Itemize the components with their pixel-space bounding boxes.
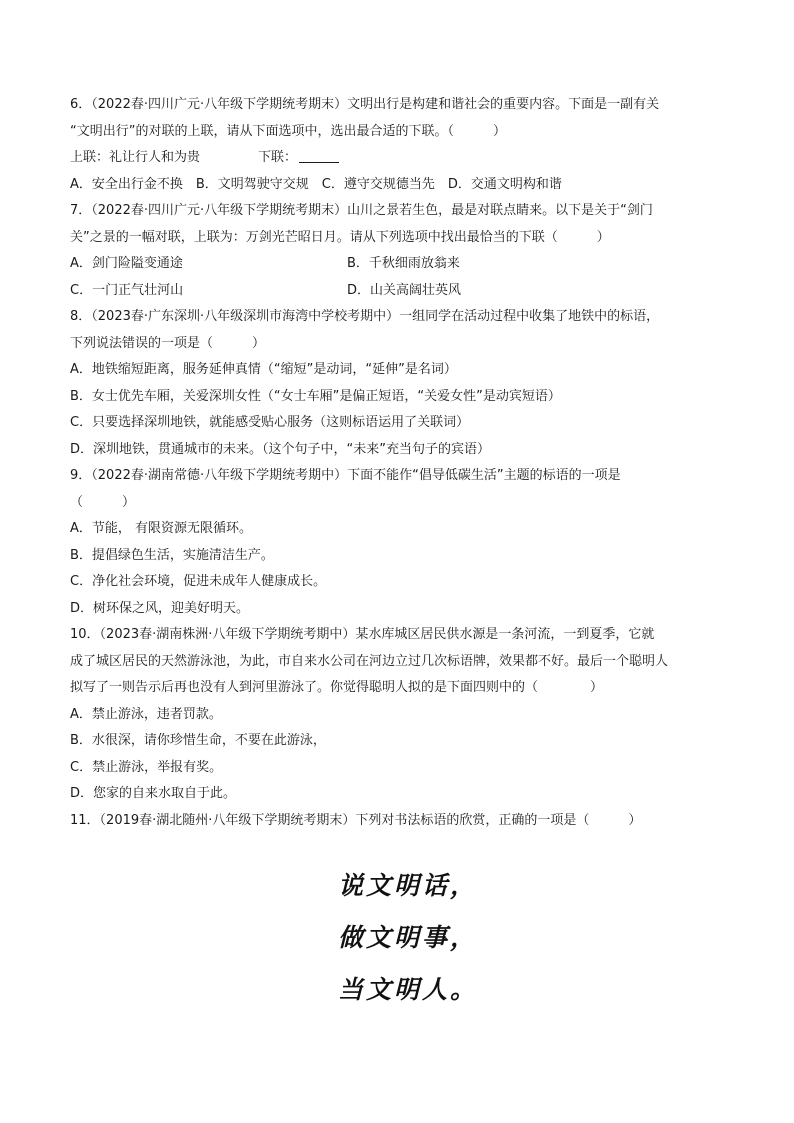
- question-10-line-3: 拟写了一则告示后再也没有人到河里游泳了。你觉得聪明人拟的是下面四则中的（ ）: [70, 680, 604, 695]
- question-7-options-row-1: [70, 251, 730, 278]
- question-6-couplet: [70, 145, 730, 172]
- question-9-line-2: （ ）: [70, 494, 136, 510]
- couplet-upper: 上联：礼让行人和为贵: [70, 150, 201, 165]
- question-6-line-2: “文明出行”的对联的上联，请从下面选项中，选出最合适的下联。（ ）: [70, 123, 506, 139]
- couplet-lower: 下联：: [258, 150, 298, 165]
- option-a: A．节能， 有限资源无限循环。: [70, 521, 253, 536]
- option-a: A．地铁缩短距离，服务延伸真情（“缩短”是动词，“延伸”是名词）: [70, 362, 457, 377]
- question-11-line-1: 11．（2019春·湖北随州·八年级下学期统考期末）下列对书法标语的欣赏，正确的一项是（ ）: [70, 812, 642, 828]
- option-b: B．千秋细雨放翁来: [347, 256, 460, 271]
- calligraphy-line: 做文明事，: [337, 923, 478, 952]
- calligraphy-line: 当文明人。: [337, 975, 478, 1004]
- option-d: D．您家的自来水取自于此。: [70, 786, 237, 801]
- question-7-line-2: 关”之景的一幅对联，上联为：万剑光芒昭日月。请从下列选项中找出最恰当的下联（ ）: [70, 229, 610, 245]
- question-10-line-1: 10．（2023春·湖南株洲·八年级下学期统考期中）某水库城区居民供水源是一条河流，一到夏季，它就: [70, 627, 655, 642]
- question-6-options: A．安全出行金不换 B．文明驾驶守交规 C．遵守交规德当先 D．交通文明构和谐: [70, 176, 562, 192]
- option-b: B．提倡绿色生活，实施清洁生产。: [70, 547, 274, 563]
- question-8-line-2: 下列说法错误的一项是（ ）: [70, 335, 266, 351]
- option-c: C．只要选择深圳地铁，就能感受贴心服务（这则标语运用了关联词）: [70, 415, 470, 430]
- option-b: B．水很深，请你珍惜生命，不要在此游泳，: [70, 733, 326, 748]
- question-8-line-1: 8．（2023春·广东深圳·八年级深圳市海湾中学校考期中）一组同学在活动过程中收集了地铁中的标语，: [70, 309, 660, 324]
- option-c: C．一门正气壮河山: [70, 282, 184, 298]
- question-7-options-row-2: [70, 278, 730, 305]
- calligraphy-slogan: [0, 860, 794, 1016]
- answer-blank: [299, 148, 339, 163]
- question-10-line-2: 成了城区居民的天然游泳池，为此，市自来水公司在河边立过几次标语牌，效果都不好。最后一个聪明人: [70, 653, 669, 669]
- option-c: C．净化社会环境，促进未成年人健康成长。: [70, 574, 327, 589]
- question-9-line-1: 9．（2022春·湖南常德·八年级下学期统考期中）下面不能作“倡导低碳生活”主题的标语的一项是: [70, 468, 621, 483]
- question-6-line-1: 6．（2022春·四川广元·八年级下学期统考期末）文明出行是构建和谐社会的重要内容。下面是一副有关: [70, 97, 660, 112]
- question-list: [70, 92, 730, 834]
- option-d: D．山关高阔壮英风: [347, 282, 462, 298]
- option-d: D．深圳地铁，贯通城市的未来。（这个句子中，“未来”充当句子的宾语）: [70, 441, 490, 457]
- calligraphy-line: 说文明话，: [337, 871, 478, 900]
- option-d: D．树环保之风，迎美好明天。: [70, 600, 250, 616]
- option-c: C．禁止游泳，举报有奖。: [70, 759, 223, 775]
- option-a: A．剑门险隘变通途: [70, 256, 183, 271]
- option-a: A．禁止游泳，违者罚款。: [70, 706, 222, 722]
- question-7-line-1: 7．（2022春·四川广元·八年级下学期统考期末）山川之景若生色，最是对联点睛来。以下是关于“剑门: [70, 203, 653, 218]
- option-b: B．女士优先车厢，关爱深圳女性（“女士车厢”是偏正短语，“关爱女性”是动宾短语）: [70, 388, 561, 404]
